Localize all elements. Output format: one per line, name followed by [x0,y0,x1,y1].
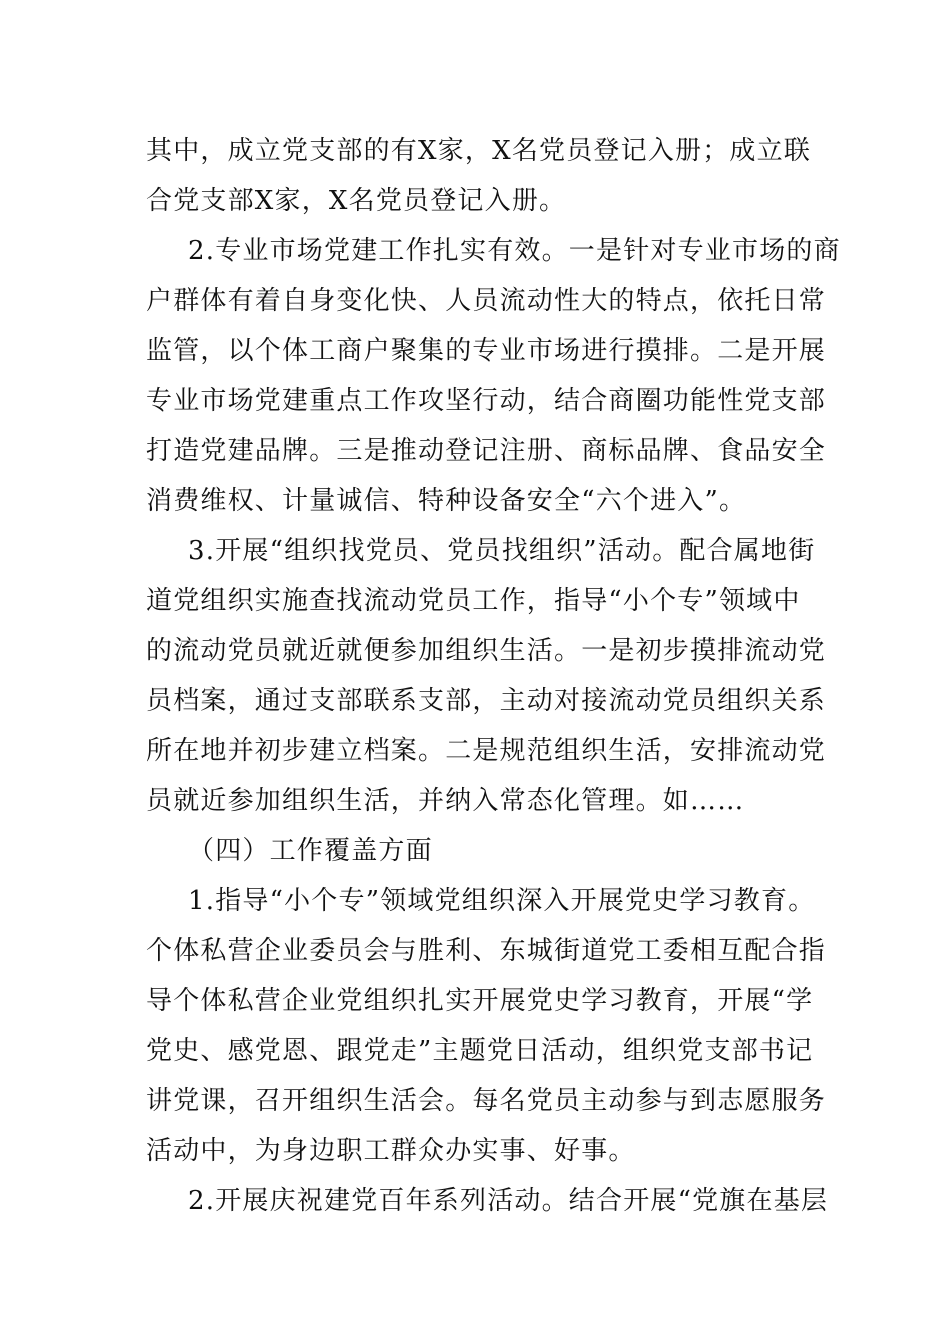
paragraph-3-line-1: 3.开展“组织找党员、党员找组织”活动。配合属地街 [188,536,816,566]
paragraph-2-line-6: 消费维权、计量诚信、特种设备安全“六个进入”。 [146,486,747,516]
paragraph-4-line-5: 讲党课，召开组织生活会。每名党员主动参与到志愿服务 [146,1086,827,1116]
paragraph-4-line-1: 1.指导“小个专”领域党组织深入开展党史学习教育。 [188,886,816,916]
paragraph-3-line-4: 员档案，通过支部联系支部，主动对接流动党员组织关系 [146,686,827,716]
paragraph-1-line-1: 其中，成立党支部的有X家，X名党员登记入册；成立联 [146,136,812,166]
paragraph-3-line-6: 员就近参加组织生活，并纳入常态化管理。如…… [146,786,745,816]
paragraph-1-line-2: 合党支部X家，X名党员登记入册。 [146,186,567,216]
section-heading: （四）工作覆盖方面 [188,836,433,866]
paragraph-3-line-2: 道党组织实施查找流动党员工作，指导“小个专”领域中 [146,586,801,616]
paragraph-5-line-1: 2.开展庆祝建党百年系列活动。结合开展“党旗在基层 [188,1186,829,1216]
paragraph-3-line-3: 的流动党员就近就便参加组织生活。一是初步摸排流动党 [146,636,827,666]
paragraph-2-line-3: 监管，以个体工商户聚集的专业市场进行摸排。二是开展 [146,336,827,366]
paragraph-2-line-1: 2.专业市场党建工作扎实有效。一是针对专业市场的商 [188,236,841,266]
paragraph-2-line-5: 打造党建品牌。三是推动登记注册、商标品牌、食品安全 [146,436,827,466]
paragraph-4-line-3: 导个体私营企业党组织扎实开展党史学习教育，开展“学 [146,986,814,1016]
paragraph-2-line-4: 专业市场党建重点工作攻坚行动，结合商圈功能性党支部 [146,386,827,416]
paragraph-4-line-2: 个体私营企业委员会与胜利、东城街道党工委相互配合指 [146,936,827,966]
paragraph-4-line-4: 党史、感党恩、跟党走”主题党日活动，组织党支部书记 [146,1036,814,1066]
paragraph-2-line-2: 户群体有着自身变化快、人员流动性大的特点，依托日常 [146,286,827,316]
paragraph-4-line-6: 活动中，为身边职工群众办实事、好事。 [146,1136,636,1166]
paragraph-3-line-5: 所在地并初步建立档案。二是规范组织生活，安排流动党 [146,736,827,766]
